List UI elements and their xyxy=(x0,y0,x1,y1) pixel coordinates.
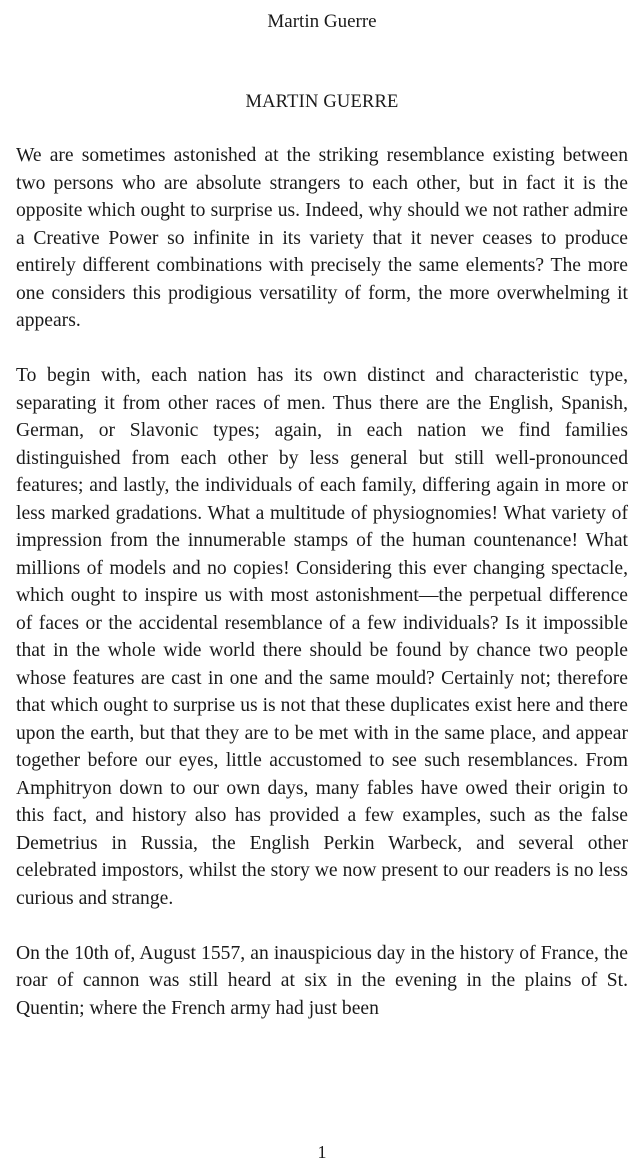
paragraph-2: To begin with, each nation has its own distinct and characteristic type, separating it from other races of men. Thus there are the English, Spanish, German, or Slavonic types; again, in each nation we find families distinguished from each other by less general but still well-pronounced features; and lastly, the individuals of each family, differing again in more or less marked gradations. What a multitude of physiognomies! What variety of impression from the innumerable stamps of the human countenance! What millions of models and no copies! Considering this ever changing spectacle, which ought to inspire us with most astonishment—the perpetual difference of faces or the accidental resemblance of a few individuals? Is it impossible that in the whole wide world there should be found by chance two people whose features are cast in one and the same mould? Certainly not; therefore that which ought to surprise us is not that these duplicates exist here and there upon the earth, but that they are to be met with in the same place, and appear together before our eyes, little accustomed to see such resemblances. From Amphitryon down to our own days, many fables have owed their origin to this fact, and history also has provided a few examples, such as the false Demetrius in Russia, the English Perkin Warbeck, and several other celebrated impostors, whilst the story we now present to our readers is no less curious and strange. xyxy=(16,365,628,909)
paragraph-3: On the 10th of, August 1557, an inauspicious day in the history of France, the roar of cannon was still heard at six in the evening in the plains of St. Quentin; where the French army had just been xyxy=(16,942,628,1019)
running-head: Martin Guerre xyxy=(267,11,377,32)
body-text xyxy=(16,142,628,1050)
page-number: 1 xyxy=(317,1142,327,1162)
paragraph-1: We are sometimes astonished at the striking resemblance existing between two persons who are absolute strangers to each other, but in fact it is the opposite which ought to surprise us. Indeed, why should we not rather admire a Creative Power so infinite in its variety that it never ceases to produce entirely different combinations with precisely the same elements? The more one considers this prodigious versatility of form, the more overwhelming it appears. xyxy=(16,145,628,331)
chapter-title: MARTIN GUERRE xyxy=(245,92,399,112)
